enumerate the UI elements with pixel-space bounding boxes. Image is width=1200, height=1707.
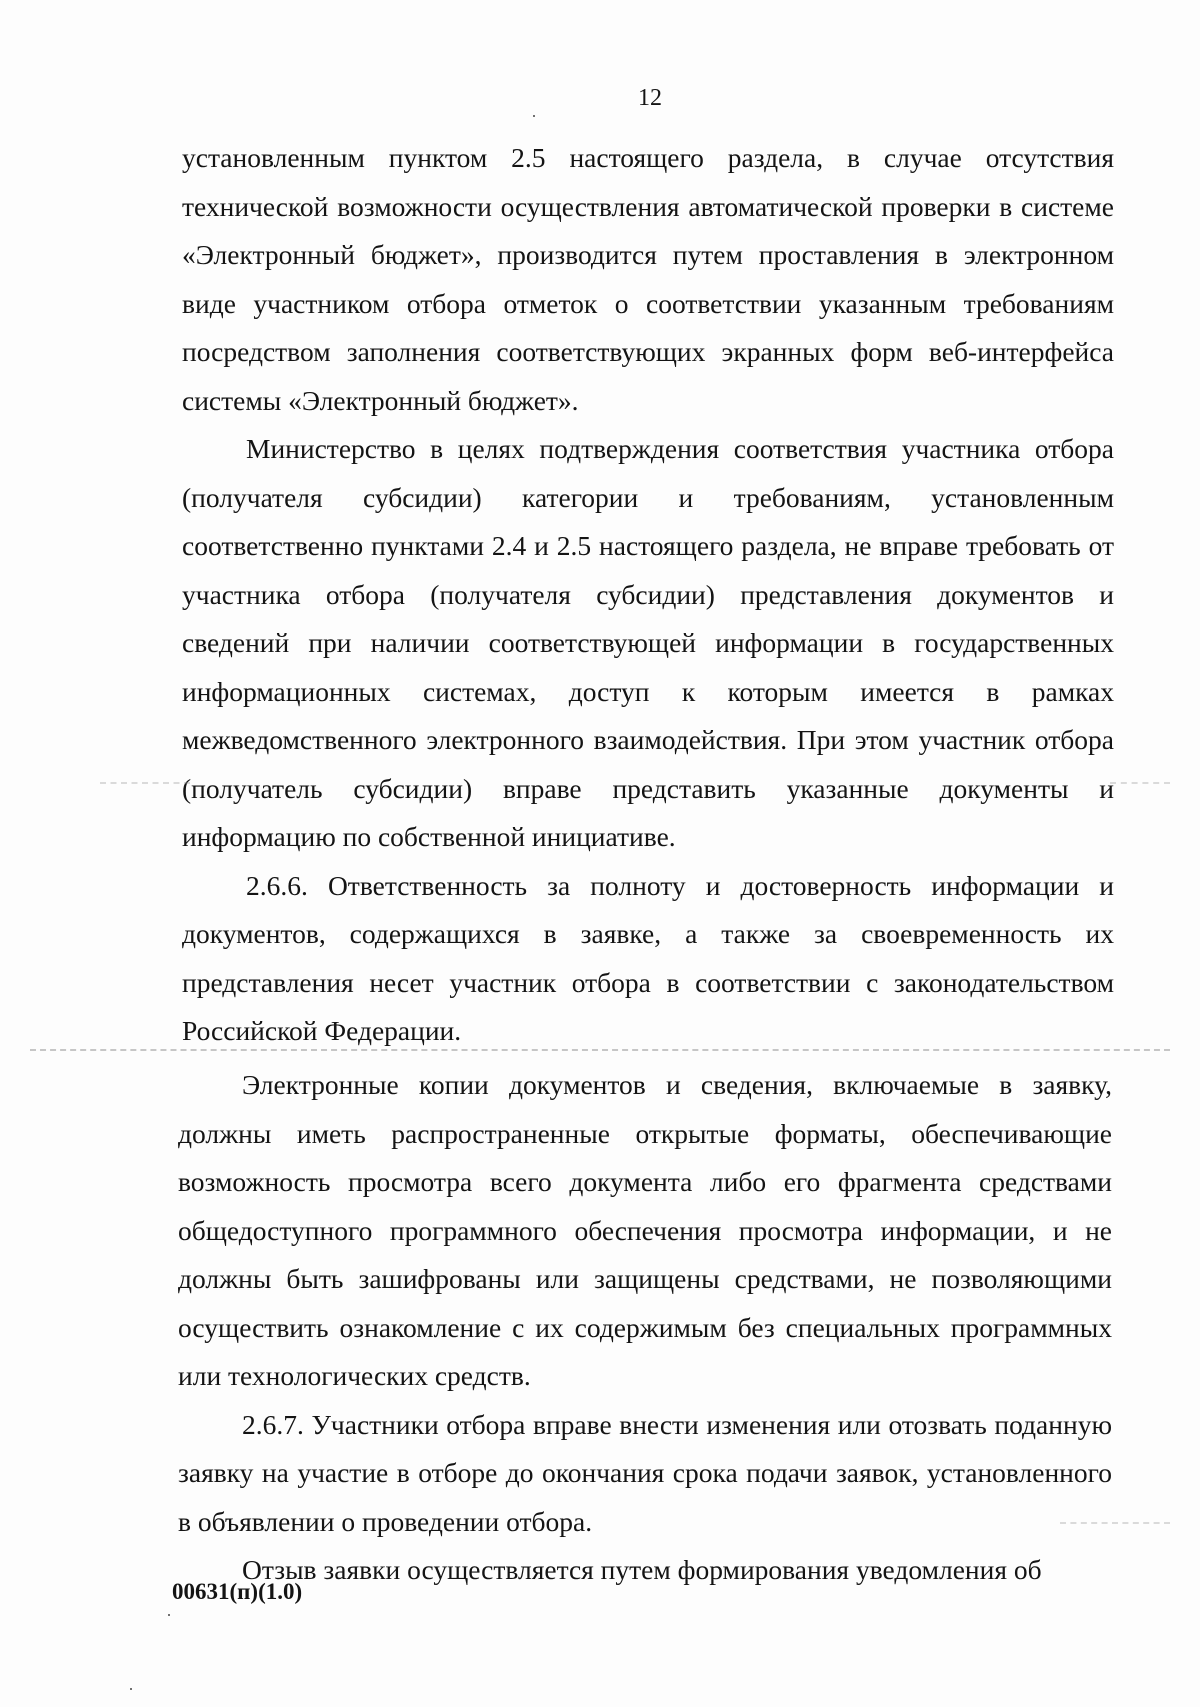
paragraph-2-6-6: 2.6.6. Ответственность за полноту и достоверность информации и документов, содержащихся в заявке, а также за своевременность их представления несет участник отбора в соответствии с законодательством Российской Федерации. — [182, 869, 1114, 1046]
scan-artifact-line — [100, 782, 190, 784]
page-number: 12 — [638, 85, 662, 111]
scan-speck — [168, 1614, 170, 1616]
scan-speck — [130, 1688, 132, 1690]
paragraph-electronic-copies: Электронные копии документов и сведения, включаемые в заявку, должны иметь распространенные открытые форматы, обеспечивающие возможность просмотра всего документа либо его фрагмента средствами общедоступного программного обеспечения просмотра информации, и не должны быть зашифрованы или защищены средствами, не позволяющими осуществить ознакомление с их содержимым без специальных программных или технологических средств. — [178, 1069, 1112, 1391]
text-block-lower — [178, 1061, 1112, 1595]
paragraph-withdrawal: Отзыв заявки осуществляется путем формирования уведомления об — [242, 1554, 1042, 1585]
paragraph-ministry: Министерство в целях подтверждения соответствия участника отбора (получателя субсидии) категории и требованиям, установленным соответственно пунктами 2.4 и 2.5 настоящего раздела, не вправе требовать от участника отбора (получателя субсидии) представления документов и сведений при наличии соответствующей информации в государственных информационных системах, доступ к которым имеется в рамках межведомственного электронного взаимодействия. При этом участник отбора (получатель субсидии) вправе представить указанные документы и информацию по собственной инициативе. — [182, 433, 1114, 852]
scan-artifact-line — [1110, 782, 1170, 784]
scan-speck — [533, 115, 535, 117]
document-code: 00631(п)(1.0) — [172, 1579, 303, 1604]
paragraph-continuation: установленным пунктом 2.5 настоящего раздела, в случае отсутствия технической возможности осуществления автоматической проверки в системе «Электронный бюджет», производится путем проставления в электронном виде участником отбора отметок о соответствии указанным требованиям посредством заполнения соответствующих экранных форм веб-интерфейса системы «Электронный бюджет». — [182, 142, 1114, 416]
paragraph-2-6-7: 2.6.7. Участники отбора вправе внести изменения или отозвать поданную заявку на участие в отборе до окончания срока подачи заявок, установленного в объявлении о проведении отбора. — [178, 1408, 1112, 1537]
scan-artifact-line — [30, 1049, 1170, 1051]
text-block-upper — [182, 134, 1114, 1056]
